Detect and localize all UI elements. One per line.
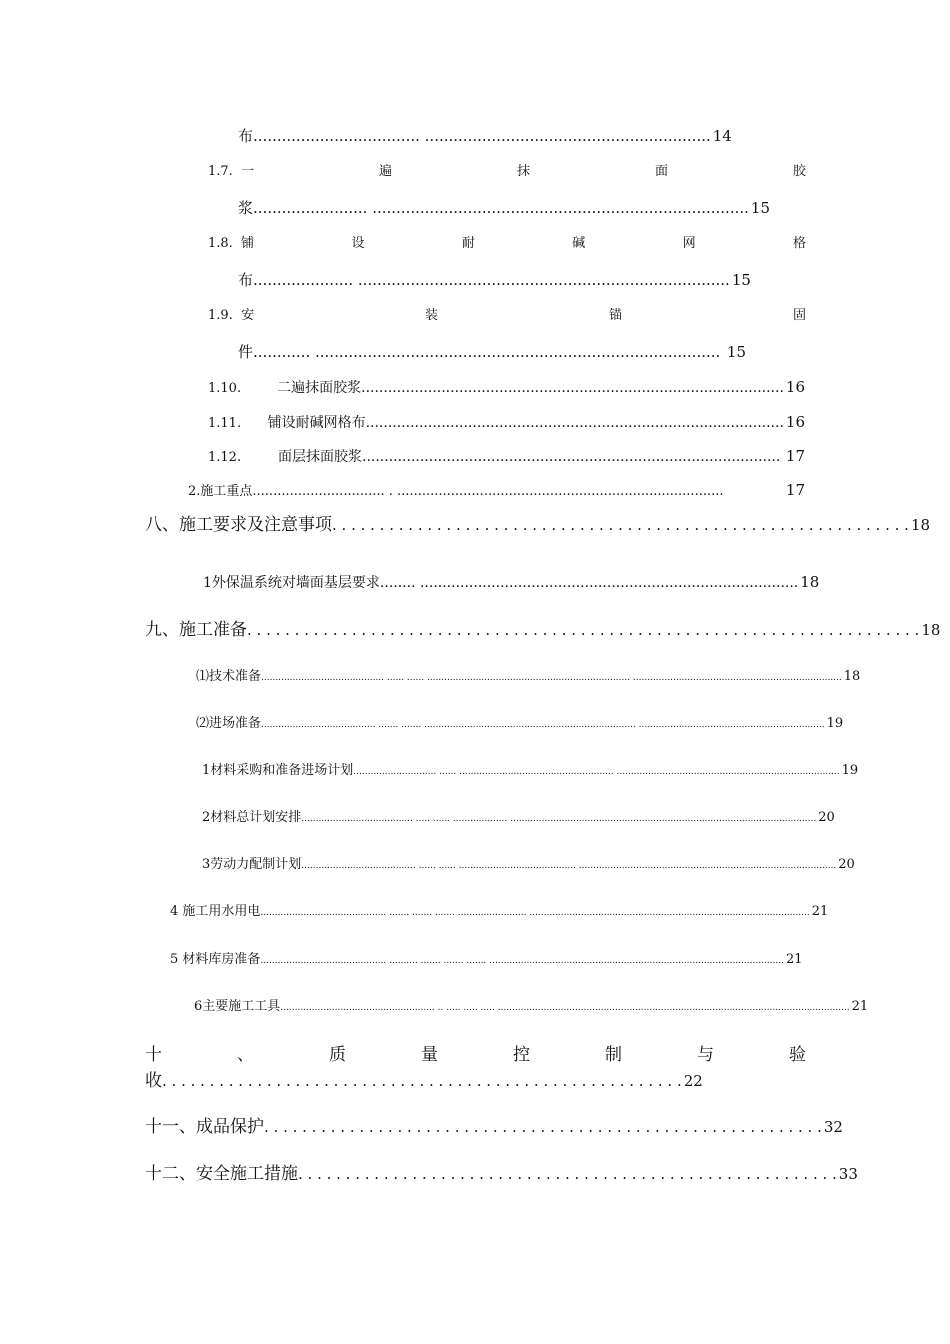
toc-leader: ........................ ...............................................................................	[253, 199, 749, 217]
toc-page-number: 17	[785, 447, 805, 465]
toc-page-number: 21	[851, 999, 869, 1014]
toc-entry-char: 碱	[572, 236, 586, 251]
toc-page-number: 33	[838, 1165, 858, 1183]
toc-leader: . . . . . . . . . . . . . . . . . . . . . . . . . . . . . . . . . . . . . . . . . . . . . . . . . . . . . . . . .	[298, 1165, 837, 1183]
toc-page-number: 18	[800, 573, 820, 591]
toc-entry-text: 浆	[238, 199, 254, 217]
toc-page-number: 21	[785, 952, 803, 967]
toc-entry-char: 量	[421, 1045, 438, 1065]
toc-entry-char: 质	[329, 1045, 346, 1065]
toc-entry-number: 1.10.	[208, 381, 242, 396]
toc-entry-text: 收	[145, 1071, 162, 1091]
toc-entry[interactable]	[238, 127, 732, 145]
toc-entry-spread[interactable]	[208, 237, 806, 250]
toc-entry[interactable]	[202, 857, 855, 872]
toc-page-number: 20	[818, 810, 835, 825]
toc-entry[interactable]	[202, 763, 859, 778]
toc-entry-text: 劳动力配制计划	[210, 857, 302, 872]
toc-entry-char: 胶	[792, 164, 806, 179]
toc-entry-spread[interactable]	[208, 309, 806, 322]
toc-entry-text: 十一、成品保护	[145, 1117, 264, 1137]
toc-entry[interactable]	[208, 449, 805, 464]
toc-entry-char: 面	[654, 164, 668, 179]
toc-entry-text: 二遍抹面胶浆.	[277, 380, 366, 396]
toc-entry[interactable]	[202, 810, 835, 825]
toc-leader: ........ .....................................................................................	[379, 575, 799, 591]
toc-entry-char: 铺	[241, 236, 255, 251]
toc-page-number: 15	[750, 199, 770, 217]
toc-entry-text: 面层抹面胶浆	[278, 449, 362, 465]
toc-entry-char: 锚	[609, 308, 623, 323]
toc-leader: ..............................................................................................	[362, 449, 781, 465]
toc-leader: ............................................ .......... ....... ....... ....... .......................................................................................................	[260, 956, 784, 966]
toc-entry-text: ⑴技术准备	[196, 669, 262, 684]
toc-page-number: 19	[826, 716, 844, 731]
toc-leader: ........................................... ...... ...... ....................................................................... .........................................................................	[261, 673, 842, 683]
toc-page-number: 20	[838, 857, 855, 872]
toc-entry-number: 1	[203, 575, 212, 591]
toc-leader: ............................................ ....... ....... ....... ........................ ..................................................................................................	[260, 908, 810, 918]
toc-leader: ................................ . ...............................................................................	[252, 484, 724, 499]
toc-entry[interactable]	[196, 716, 844, 731]
toc-page-number: 16	[785, 413, 805, 431]
toc-page-number: 15	[731, 271, 751, 289]
toc-leader: ........................................ ....... ....... .......................................................................... .................................................................	[261, 720, 825, 730]
toc-leader: . . . . . . . . . . . . . . . . . . . . . . . . . . . . . . . . . . . . . . . . . . . . . . . . . . . . . . . . . . . . . . . . . . . . . . .	[247, 621, 920, 639]
toc-entry-char: 抹	[517, 164, 531, 179]
toc-entry[interactable]	[238, 199, 770, 217]
toc-leader: ....................................... ..... ...... ................... ...........................................................................................................	[301, 814, 817, 824]
toc-page-number: 16	[785, 378, 805, 396]
toc-leader: . . . . . . . . . . . . . . . . . . . . . . . . . . . . . . . . . . . . . . . . . . . . . . . . . . . . . . .	[162, 1072, 682, 1090]
toc-entry-number: 3	[202, 857, 211, 872]
toc-entry-number: 1.7. 一	[208, 164, 255, 179]
toc-entry-text: 十二、安全施工措施	[145, 1164, 298, 1184]
toc-entry[interactable]	[170, 952, 803, 967]
toc-entry-char: 设	[351, 236, 365, 251]
toc-entry-text: 件	[238, 343, 254, 361]
toc-entry[interactable]	[203, 573, 820, 591]
toc-entry-number: 2	[202, 810, 211, 825]
toc-page-number: 18	[921, 621, 941, 639]
toc-entry-number: 1.12.	[208, 450, 242, 465]
toc-entry-number: 1.8. 铺	[208, 236, 255, 251]
toc-entry-text: 铺设耐碱网格布	[267, 415, 366, 431]
toc-entry[interactable]	[196, 669, 861, 684]
toc-entry-char: 、	[237, 1045, 254, 1065]
toc-entry[interactable]	[238, 345, 746, 360]
toc-page-number: 18	[910, 516, 931, 534]
toc-page-number: 17	[785, 481, 805, 499]
toc-entry-text: 2.施工重点	[188, 484, 253, 499]
toc-entry-text: 布	[238, 127, 254, 145]
toc-chapter[interactable]	[145, 1117, 843, 1137]
toc-entry-text: ⑵进场准备	[196, 716, 262, 731]
toc-entry-char: 固	[792, 308, 806, 323]
toc-page-number: 14	[712, 127, 732, 145]
toc-entry-char: 安	[241, 308, 255, 323]
toc-entry-text: 材料总计划安排	[210, 810, 302, 825]
toc-page-number: 15	[726, 343, 746, 361]
toc-entry-char: 耐	[461, 236, 475, 251]
toc-entry[interactable]	[194, 999, 869, 1014]
toc-leader: ........................................ ...... ...... ......................................... ..........................................................................................	[301, 861, 837, 871]
toc-entry-char: 与	[697, 1045, 714, 1065]
toc-entry-text: 九、施工准备	[145, 620, 247, 640]
toc-page-number: 22	[683, 1072, 703, 1090]
toc-entry[interactable]	[188, 483, 805, 498]
toc-entry-char: 遍	[379, 164, 393, 179]
toc-leader: ..................... ..............................................................................	[253, 271, 730, 289]
toc-entry-char: 装	[425, 308, 439, 323]
toc-entry-char: 控	[513, 1045, 530, 1065]
toc-entry-text: 4 施工用水用电	[170, 904, 261, 919]
toc-chapter[interactable]	[145, 515, 931, 535]
toc-entry-char: 验	[789, 1045, 806, 1065]
toc-entry-spread[interactable]	[208, 165, 806, 178]
toc-leader: ..............................................................................................	[365, 380, 784, 396]
toc-page-number: 32	[823, 1118, 843, 1136]
toc-entry-number: 1.11.	[208, 416, 242, 431]
toc-chapter[interactable]	[145, 1071, 703, 1091]
toc-entry-char: 一	[241, 164, 255, 179]
toc-entry-char: 十	[145, 1045, 162, 1065]
toc-leader: ............................. ...... ...................................................... ..............................................................................	[353, 767, 840, 777]
toc-entry-text: 布	[238, 271, 254, 289]
toc-entry-text: 外保温系统对墙面基层要求	[211, 575, 380, 591]
toc-leader: . . . . . . . . . . . . . . . . . . . . . . . . . . . . . . . . . . . . . . . . . . . . . . . . . . . . . . . . . . .	[264, 1118, 822, 1136]
toc-entry-text: 材料采购和准备进场计划	[210, 763, 354, 778]
toc-entry-text: 主要施工工具	[202, 999, 281, 1014]
toc-page-number: 18	[843, 669, 861, 684]
toc-entry[interactable]	[208, 415, 805, 430]
toc-entry-char: 网	[682, 236, 696, 251]
toc-page-number: 21	[811, 904, 829, 919]
toc-entry-text: 5 材料库房准备	[170, 952, 261, 967]
toc-entry-char: 制	[605, 1045, 622, 1065]
toc-chapter-spread[interactable]	[145, 1047, 806, 1064]
toc-leader: ............ .....................................................................................	[253, 343, 721, 361]
toc-entry[interactable]	[208, 380, 805, 395]
toc-entry-number: 1.9. 安	[208, 308, 255, 323]
toc-entry[interactable]	[170, 904, 829, 919]
toc-entry-text: 八、施工要求及注意事项	[145, 515, 332, 535]
toc-entry-number: 1	[202, 763, 211, 778]
toc-leader: . . . . . . . . . . . . . . . . . . . . . . . . . . . . . . . . . . . . . . . . . . . . . . . . . . . . . . . . . . . . .	[332, 516, 909, 534]
toc-entry-char: 格	[792, 236, 806, 251]
toc-entry[interactable]	[238, 271, 751, 289]
toc-chapter[interactable]	[145, 1164, 858, 1184]
toc-chapter[interactable]	[145, 620, 941, 640]
toc-entry-number: 6	[194, 999, 203, 1014]
toc-page-number: 19	[841, 763, 859, 778]
toc-leader: ................................... ............................................................	[253, 127, 711, 145]
toc-leader: ...................................................... .. ..... ..... ..... ...........................................................................................................................	[280, 1003, 850, 1013]
toc-leader: ..............................................................................................	[365, 415, 784, 431]
